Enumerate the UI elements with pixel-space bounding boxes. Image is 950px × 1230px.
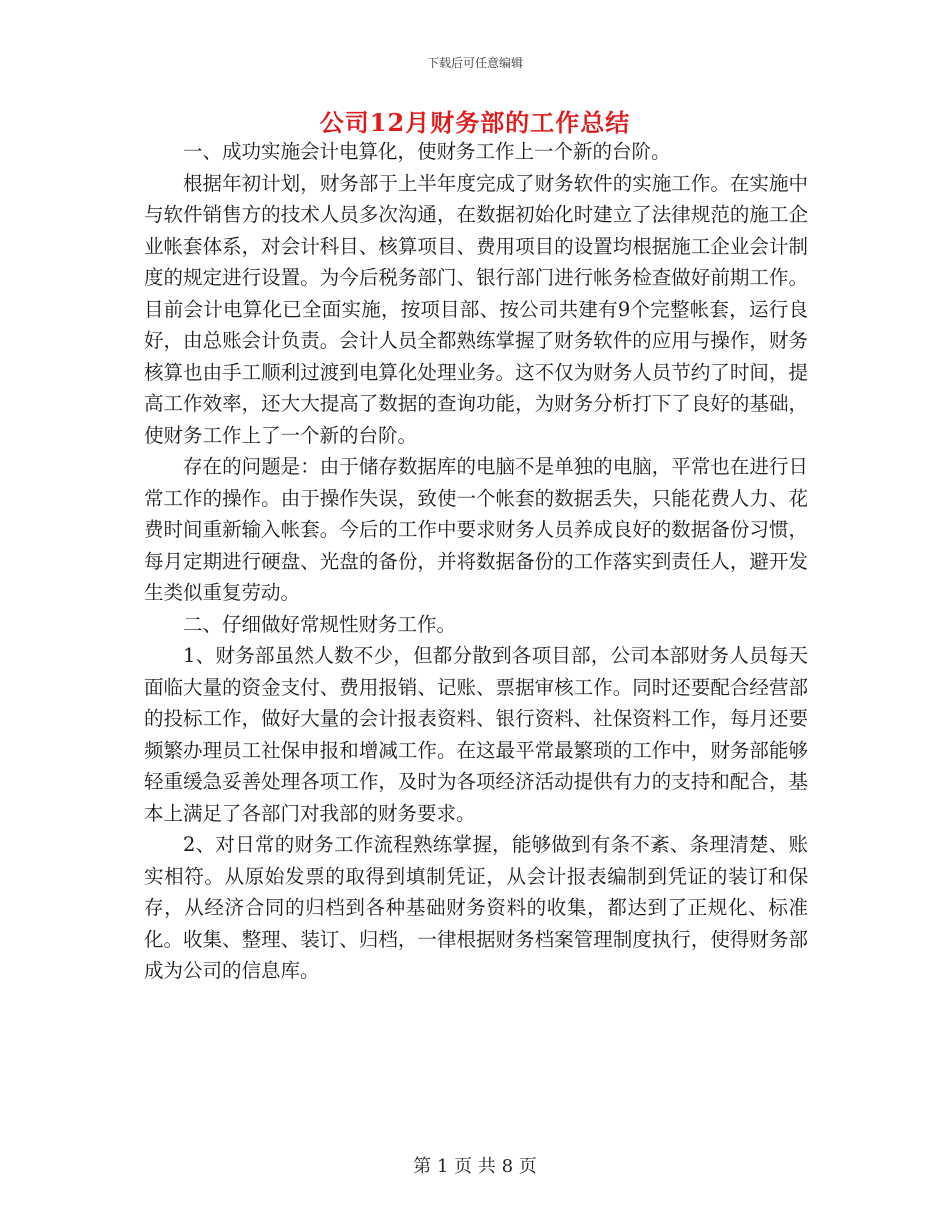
paragraph: 二、仔细做好常规性财务工作。 xyxy=(183,612,457,636)
page-number-footer: 第 1 页 共 8 页 xyxy=(413,1156,537,1177)
page-header: 下载后可任意编辑 xyxy=(426,56,523,70)
paragraph: 1、财务部虽然人数不少，但都分散到各项目部，公司本部财务人员每天面临大量的资金支付、费用报销、记账、票据审核工作。同时还要配合经营部的投标工作，做好大量的会计报表资料、银行资料、社保资料工作，每月还要频繁办理员工社保申报和增减工作。在这最平常最繁琐的工作中，财务部能够轻重缓急妥善处理各项工作，及时为各项经济活动提供有力的支持和配合，基本上满足了各部门对我部的财务要求。 xyxy=(144,644,808,825)
paragraph: 一、成功实施会计电算化，使财务工作上一个新的台阶。 xyxy=(183,140,671,163)
paragraph: 存在的问题是：由于储存数据库的电脑不是单独的电脑，平常也在进行日常工作的操作。由于操作失误，致使一个帐套的数据丢失，只能花费人力、花费时间重新输入帐套。今后的工作中要求财务人员养成良好的数据备份习惯，每月定期进行硬盘、光盘的备份，并将数据备份的工作落实到责任人，避开发生类似重复劳动。 xyxy=(144,455,808,604)
paragraph: 根据年初计划，财务部于上半年度完成了财务软件的实施工作。在实施中与软件销售方的技术人员多次沟通，在数据初始化时建立了法律规范的施工企业帐套体系，对会计科目、核算项目、费用项目的设置均根据施工企业会计制度的规定进行设置。为今后税务部门、银行部门进行帐务检查做好前期工作。目前会计电算化已全面实施，按项目部、按公司共建有9个完整帐套，运行良好，由总账会计负责。会计人员全都熟练掌握了财务软件的应用与操作，财务核算也由手工顺利过渡到电算化处理业务。这不仅为财务人员节约了时间，提高工作效率，还大大提高了数据的查询功能，为财务分析打下了良好的基础，使财务工作上了一个新的台阶。 xyxy=(144,171,808,447)
paragraph: 2、对日常的财务工作流程熟练掌握，能够做到有条不紊、条理清楚、账实相符。从原始发票的取得到填制凭证，从会计报表编制到凭证的装订和保存，从经济合同的归档到各种基础财务资料的收集，都达到了正规化、标准化。收集、整理、装订、归档，一律根据财务档案管理制度执行，使得财务部成为公司的信息库。 xyxy=(144,833,808,982)
document-body xyxy=(144,136,808,987)
document-title: 公司12月财务部的工作总结 xyxy=(319,108,631,137)
